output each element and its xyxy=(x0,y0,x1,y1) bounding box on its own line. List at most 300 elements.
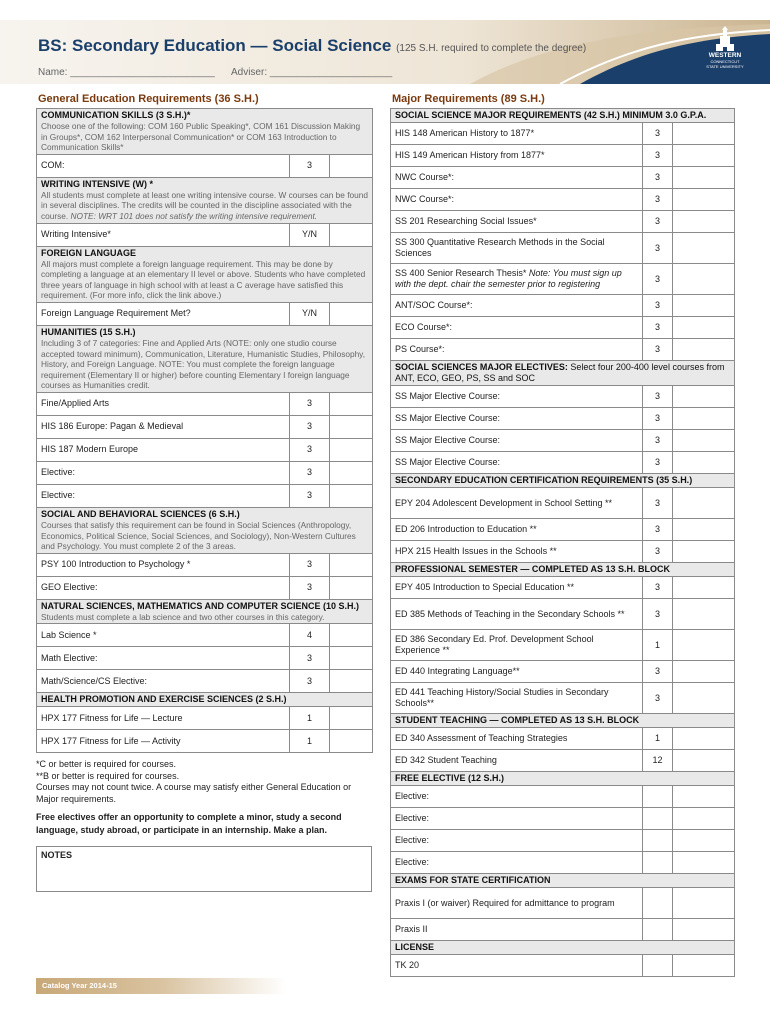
course-name xyxy=(391,452,643,474)
general-education-column xyxy=(36,92,372,892)
course-row xyxy=(391,339,735,361)
course-row xyxy=(391,145,735,167)
course-name-text: NWC Course*: xyxy=(395,172,455,182)
major-table xyxy=(390,108,735,977)
course-row xyxy=(37,730,373,753)
course-name xyxy=(391,661,643,683)
course-credits: 3 xyxy=(643,339,673,361)
course-name xyxy=(391,408,643,430)
course-credits: 3 xyxy=(290,392,330,415)
course-credits: 3 xyxy=(643,577,673,599)
course-name-text: Elective: xyxy=(395,835,430,845)
course-name-text: ED 441 Teaching History/Social Studies in Secondary Schools** xyxy=(395,687,609,708)
course-name-text: SS 201 Researching Social Issues* xyxy=(395,216,537,226)
grade-field[interactable] xyxy=(673,452,735,474)
course-name xyxy=(37,461,290,484)
section-title xyxy=(395,875,730,886)
grade-field[interactable] xyxy=(673,317,735,339)
section-title-text: HUMANITIES (15 S.H.) xyxy=(41,326,136,337)
grade-field[interactable] xyxy=(673,123,735,145)
course-credits: 3 xyxy=(290,438,330,461)
course-credits: 3 xyxy=(643,317,673,339)
section-title-text: STUDENT TEACHING — COMPLETED AS 13 S.H. BLOCK xyxy=(395,715,640,725)
course-row xyxy=(391,750,735,772)
course-name xyxy=(391,295,643,317)
course-row xyxy=(37,707,373,730)
course-name xyxy=(391,808,643,830)
section-description-text: Including 3 of 7 categories: Fine and Applied Arts (NOTE: only one studio course accepted toward minimum), Communication, Literature, Humanistic Studies, Philosophy, History, and Foreign Language. NOTE: You must complete the foreign language requirement (Elementary II or higher) before counting Elementary I foreign language courses as Humanities credit. xyxy=(41,337,366,391)
course-row xyxy=(391,211,735,233)
section-title-text: EXAMS FOR STATE CERTIFICATION xyxy=(395,875,551,885)
course-name xyxy=(37,576,290,599)
major-requirements-column xyxy=(390,92,734,977)
tower-icon xyxy=(714,26,736,52)
course-name-text: SS Major Elective Course: xyxy=(395,413,501,423)
course-row xyxy=(391,888,735,919)
section-title-text: HEALTH PROMOTION AND EXERCISE SCIENCES (2 S.H.) xyxy=(41,694,287,705)
section-title-text: FREE ELECTIVE (12 S.H.) xyxy=(395,773,505,783)
course-name-text: Foreign Language Requirement Met? xyxy=(41,308,191,319)
course-credits: 3 xyxy=(643,661,673,683)
section-header-cell xyxy=(37,109,373,155)
grade-field[interactable] xyxy=(673,728,735,750)
course-credits: 3 xyxy=(290,484,330,507)
course-row xyxy=(391,295,735,317)
grade-field[interactable] xyxy=(673,599,735,630)
grade-field[interactable] xyxy=(330,484,373,507)
section-header xyxy=(37,109,373,155)
course-row xyxy=(391,630,735,661)
course-name xyxy=(391,167,643,189)
section-title-text: SECONDARY EDUCATION CERTIFICATION REQUIREMENTS (35 S.H.) xyxy=(395,475,693,485)
course-credits: 3 xyxy=(643,295,673,317)
grade-field[interactable] xyxy=(673,750,735,772)
free-electives-note: Free electives offer an opportunity to complete a minor, study a second language, study abroad, or participate in an internship. Make a plan. xyxy=(36,812,342,836)
course-credits: 3 xyxy=(643,386,673,408)
grade-field[interactable] xyxy=(330,670,373,693)
course-row xyxy=(391,599,735,630)
course-row xyxy=(37,670,373,693)
course-name-text: PSY 100 Introduction to Psychology * xyxy=(41,559,191,570)
course-name-text: ED 440 Integrating Language** xyxy=(395,666,520,676)
grade-field[interactable] xyxy=(330,223,373,246)
course-credits: Y/N xyxy=(290,302,330,325)
section-title-text: SOCIAL SCIENCES MAJOR ELECTIVES: xyxy=(395,362,568,372)
section-title xyxy=(41,110,368,121)
course-name xyxy=(391,541,643,563)
section-description-text: Choose one of the following: COM 160 Public Speaking*, COM 161 Discussion Making in Groups*, COM 162 Interpersonal Communication* or COM 163 Introduction to Communication Skills* xyxy=(41,121,361,153)
course-name xyxy=(391,955,643,977)
course-name xyxy=(37,730,290,753)
section-description-text: Courses that satisfy this requirement can be found in Social Sciences (Anthropology, Economics, Political Science, Social Sciences, and Sociology), Non-Western Cultures and Psychology. You must complete 2 of the 3 areas. xyxy=(41,519,356,552)
section-title xyxy=(395,773,730,784)
section-header-cell xyxy=(391,941,735,955)
course-name-text: COM: xyxy=(41,160,65,171)
course-credits: 3 xyxy=(643,123,673,145)
course-name-text: SS 400 Senior Research Thesis* xyxy=(395,268,527,278)
section-title xyxy=(395,475,730,486)
section-title-text: SOCIAL SCIENCE MAJOR REQUIREMENTS (42 S.H.) MINIMUM 3.0 G.P.A. xyxy=(395,110,707,120)
university-logo xyxy=(700,26,750,78)
grade-field[interactable] xyxy=(673,661,735,683)
course-name xyxy=(391,683,643,714)
section-header-cell xyxy=(391,474,735,488)
grade-field[interactable] xyxy=(673,145,735,167)
course-row xyxy=(391,317,735,339)
course-name-text: Math/Science/CS Elective: xyxy=(41,675,148,686)
course-name-text: Writing Intensive* xyxy=(41,229,111,240)
course-row xyxy=(391,541,735,563)
course-credits: 3 xyxy=(643,452,673,474)
course-name xyxy=(391,599,643,630)
course-row xyxy=(37,461,373,484)
section-header xyxy=(391,772,735,786)
section-header-cell xyxy=(391,109,735,123)
notes-box[interactable] xyxy=(36,846,372,892)
course-name xyxy=(391,488,643,519)
grade-field[interactable] xyxy=(673,386,735,408)
course-name-text: Elective: xyxy=(395,791,430,801)
section-header-cell xyxy=(391,772,735,786)
course-row xyxy=(391,167,735,189)
section-title xyxy=(395,942,730,953)
name-label: Name: xyxy=(38,67,68,78)
course-name xyxy=(391,728,643,750)
grade-field[interactable] xyxy=(673,919,735,941)
course-name-text: ED 206 Introduction to Education ** xyxy=(395,524,537,534)
section-title xyxy=(41,509,368,520)
grade-field[interactable] xyxy=(673,683,735,714)
course-credits: 3 xyxy=(643,211,673,233)
footnote: *C or better is required for courses. xyxy=(36,759,177,770)
course-credits: 3 xyxy=(643,488,673,519)
course-name xyxy=(37,553,290,576)
course-name-text: HIS 149 American History from 1877* xyxy=(395,150,545,160)
course-credits: 3 xyxy=(643,264,673,295)
section-title xyxy=(395,715,730,726)
course-name-text: SS 300 Quantitative Research Methods in the Social Sciences xyxy=(395,237,605,258)
course-row xyxy=(391,123,735,145)
section-title-text: LICENSE xyxy=(395,942,435,952)
section-header xyxy=(37,246,373,302)
grade-field[interactable] xyxy=(330,647,373,670)
grade-field[interactable] xyxy=(673,295,735,317)
grade-field[interactable] xyxy=(673,541,735,563)
course-name xyxy=(37,438,290,461)
course-name-text: HPX 215 Health Issues in the Schools ** xyxy=(395,546,557,556)
section-header-cell xyxy=(37,507,373,553)
gen-ed-table xyxy=(36,108,373,753)
course-row xyxy=(391,408,735,430)
section-title-rest: Select four 200-400 level courses from ANT, ECO, GEO, PS, SS and SOC xyxy=(395,362,725,383)
course-row xyxy=(391,189,735,211)
course-credits xyxy=(643,955,673,977)
course-credits: 3 xyxy=(643,145,673,167)
course-credits: 3 xyxy=(290,553,330,576)
course-name-text: Math Elective: xyxy=(41,652,98,663)
section-description xyxy=(41,121,368,153)
course-credits: 3 xyxy=(643,189,673,211)
course-row xyxy=(391,661,735,683)
page-title xyxy=(38,36,586,56)
course-name xyxy=(391,145,643,167)
course-row xyxy=(37,438,373,461)
course-credits: 3 xyxy=(290,576,330,599)
section-header xyxy=(391,874,735,888)
grade-field[interactable] xyxy=(330,154,373,177)
course-credits: 3 xyxy=(290,415,330,438)
grade-field[interactable] xyxy=(673,167,735,189)
section-header xyxy=(37,599,373,624)
section-title xyxy=(41,327,368,338)
course-credits xyxy=(643,852,673,874)
course-row xyxy=(391,488,735,519)
course-name-text: Elective: xyxy=(395,857,430,867)
course-name-text: ANT/SOC Course*: xyxy=(395,300,473,310)
course-row xyxy=(391,955,735,977)
section-description xyxy=(41,190,368,222)
section-description xyxy=(41,259,368,301)
course-credits: 3 xyxy=(290,647,330,670)
course-name xyxy=(391,786,643,808)
grade-field[interactable] xyxy=(673,430,735,452)
course-row xyxy=(391,577,735,599)
course-credits: 3 xyxy=(643,408,673,430)
grade-field[interactable] xyxy=(330,415,373,438)
section-header-cell xyxy=(37,325,373,392)
course-row xyxy=(391,233,735,264)
course-name xyxy=(391,577,643,599)
course-credits: 3 xyxy=(643,167,673,189)
section-description xyxy=(41,520,368,552)
grade-field[interactable] xyxy=(673,830,735,852)
course-name xyxy=(37,392,290,415)
section-header-cell xyxy=(391,361,735,386)
grade-field[interactable] xyxy=(673,577,735,599)
course-row xyxy=(391,830,735,852)
section-title-text: COMMUNICATION SKILLS (3 S.H.)* xyxy=(41,110,191,120)
course-name-text: HIS 186 Europe: Pagan & Medieval xyxy=(41,421,184,432)
name-adviser-line xyxy=(38,67,392,78)
section-header xyxy=(391,563,735,577)
course-name xyxy=(37,223,290,246)
course-name xyxy=(391,630,643,661)
section-header xyxy=(37,177,373,223)
grade-field[interactable] xyxy=(673,786,735,808)
section-header xyxy=(391,361,735,386)
course-credits xyxy=(643,830,673,852)
course-row xyxy=(391,452,735,474)
section-header xyxy=(37,693,373,707)
section-header-cell xyxy=(37,599,373,624)
course-name xyxy=(391,211,643,233)
course-name-text: PS Course*: xyxy=(395,344,445,354)
name-field[interactable]: __________________________ xyxy=(70,67,215,78)
course-note: Note: You must sign up with the dept. chair the semester prior to registering xyxy=(395,268,622,289)
footnote: Courses may not count twice. A course may satisfy either General Education or Major requirements. xyxy=(36,782,352,804)
adviser-label: Adviser: xyxy=(230,67,268,78)
gen-ed-heading: General Education Requirements (36 S.H.) xyxy=(38,93,259,105)
grade-field[interactable] xyxy=(330,461,373,484)
section-description xyxy=(41,338,368,391)
course-credits: 3 xyxy=(643,541,673,563)
course-row xyxy=(37,154,373,177)
course-row xyxy=(37,223,373,246)
course-row xyxy=(37,553,373,576)
course-name xyxy=(37,154,290,177)
grade-field[interactable] xyxy=(330,438,373,461)
course-name xyxy=(391,339,643,361)
course-name-text: Elective: xyxy=(395,813,430,823)
course-credits: 3 xyxy=(290,461,330,484)
course-name xyxy=(391,519,643,541)
logo-text-state-university: STATE UNIVERSITY xyxy=(706,64,744,69)
course-name-text: Elective: xyxy=(41,490,76,501)
course-credits: 1 xyxy=(643,728,673,750)
course-credits xyxy=(643,919,673,941)
course-name xyxy=(391,386,643,408)
section-title-text: PROFESSIONAL SEMESTER — COMPLETED AS 13 S.H. BLOCK xyxy=(395,564,671,574)
course-name-text: Elective: xyxy=(41,467,76,478)
course-credits: 3 xyxy=(643,683,673,714)
course-credits: 1 xyxy=(290,730,330,753)
section-header-cell xyxy=(37,177,373,223)
course-row xyxy=(391,852,735,874)
grade-field[interactable] xyxy=(673,233,735,264)
grade-field[interactable] xyxy=(673,189,735,211)
course-name-text: HPX 177 Fitness for Life — Activity xyxy=(41,735,181,746)
course-name-text: EPY 405 Introduction to Special Education ** xyxy=(395,582,574,592)
section-header-cell xyxy=(391,714,735,728)
course-name xyxy=(391,430,643,452)
grade-field[interactable] xyxy=(673,339,735,361)
course-name xyxy=(391,123,643,145)
course-name-text: HIS 187 Modern Europe xyxy=(41,444,139,455)
logo-text-connecticut: CONNECTICUT xyxy=(710,59,740,64)
course-name-text: Lab Science * xyxy=(41,629,97,640)
course-name-text: Fine/Applied Arts xyxy=(41,398,110,409)
course-name xyxy=(391,189,643,211)
grade-field[interactable] xyxy=(330,576,373,599)
section-description xyxy=(41,612,368,623)
section-title-text: NATURAL SCIENCES, MATHEMATICS AND COMPUTER SCIENCE (10 S.H.) xyxy=(41,600,360,611)
grade-field[interactable] xyxy=(673,630,735,661)
section-title-text: FOREIGN LANGUAGE xyxy=(41,247,137,258)
grade-field[interactable] xyxy=(330,730,373,753)
course-name-text: ED 342 Student Teaching xyxy=(395,755,497,765)
course-credits xyxy=(643,888,673,919)
course-name xyxy=(391,830,643,852)
section-header-cell xyxy=(37,246,373,302)
course-name xyxy=(391,750,643,772)
course-name xyxy=(37,647,290,670)
section-header-cell xyxy=(391,874,735,888)
grade-field[interactable] xyxy=(673,852,735,874)
course-credits: 4 xyxy=(290,624,330,647)
section-header xyxy=(391,109,735,123)
course-name xyxy=(37,707,290,730)
section-description-text: Students must complete a lab science and two other courses in this category. xyxy=(41,611,325,622)
section-title xyxy=(41,694,368,705)
course-row xyxy=(37,484,373,507)
course-name xyxy=(391,317,643,339)
course-row xyxy=(391,786,735,808)
section-header-cell xyxy=(37,693,373,707)
footnotes xyxy=(36,759,372,805)
course-row xyxy=(391,519,735,541)
course-row xyxy=(391,264,735,295)
title-subtitle: (125 S.H. required to complete the degree) xyxy=(396,43,587,54)
course-name-text: ECO Course*: xyxy=(395,322,453,332)
course-row xyxy=(37,624,373,647)
section-title-text: SOCIAL AND BEHAVIORAL SCIENCES (6 S.H.) xyxy=(41,508,240,519)
course-credits: 3 xyxy=(643,599,673,630)
grade-field[interactable] xyxy=(673,408,735,430)
grade-field[interactable] xyxy=(330,624,373,647)
title-text: BS: Secondary Education — Social Science xyxy=(38,36,392,55)
section-title xyxy=(41,248,368,259)
section-title xyxy=(395,362,730,384)
course-name xyxy=(391,888,643,919)
course-name xyxy=(37,484,290,507)
course-row xyxy=(391,683,735,714)
course-row xyxy=(391,430,735,452)
section-description-note: NOTE: WRT 101 does not satisfy the writing intensive requirement. xyxy=(70,210,318,221)
major-heading: Major Requirements (89 S.H.) xyxy=(392,93,545,105)
course-row xyxy=(37,302,373,325)
course-name xyxy=(391,919,643,941)
grade-field[interactable] xyxy=(330,707,373,730)
course-name xyxy=(37,415,290,438)
section-header xyxy=(391,941,735,955)
course-credits: 3 xyxy=(643,519,673,541)
course-row xyxy=(37,415,373,438)
footnote: **B or better is required for courses. xyxy=(36,770,180,781)
grade-field[interactable] xyxy=(673,211,735,233)
grade-field[interactable] xyxy=(673,955,735,977)
course-credits xyxy=(643,808,673,830)
course-name xyxy=(37,302,290,325)
section-title xyxy=(395,110,730,121)
grade-field[interactable] xyxy=(330,553,373,576)
course-credits: 3 xyxy=(290,154,330,177)
course-credits: 12 xyxy=(643,750,673,772)
section-title xyxy=(41,601,368,612)
adviser-field[interactable]: ______________________ xyxy=(269,67,393,78)
grade-field[interactable] xyxy=(673,519,735,541)
course-name-text: GEO Elective: xyxy=(41,582,98,593)
course-row xyxy=(391,919,735,941)
course-credits: 1 xyxy=(290,707,330,730)
grade-field[interactable] xyxy=(673,488,735,519)
section-header xyxy=(391,474,735,488)
grade-field[interactable] xyxy=(673,888,735,919)
grade-field[interactable] xyxy=(330,392,373,415)
notes-label: NOTES xyxy=(41,850,73,861)
section-description-text: All students must complete at least one writing intensive course. W courses can be found in several disciplines. The credits will be counted in the discipline associated with the course. xyxy=(41,189,368,221)
course-credits xyxy=(643,786,673,808)
course-name-text: HPX 177 Fitness for Life — Lecture xyxy=(41,712,183,723)
course-row xyxy=(391,386,735,408)
grade-field[interactable] xyxy=(330,302,373,325)
section-title xyxy=(395,564,730,575)
course-name-text: Praxis I (or waiver) Required for admittance to program xyxy=(395,897,615,908)
grade-field[interactable] xyxy=(673,264,735,295)
catalog-year-banner: Catalog Year 2014-15 xyxy=(36,978,286,994)
course-name-text: HIS 148 American History to 1877* xyxy=(395,128,535,138)
course-row xyxy=(37,392,373,415)
grade-field[interactable] xyxy=(673,808,735,830)
